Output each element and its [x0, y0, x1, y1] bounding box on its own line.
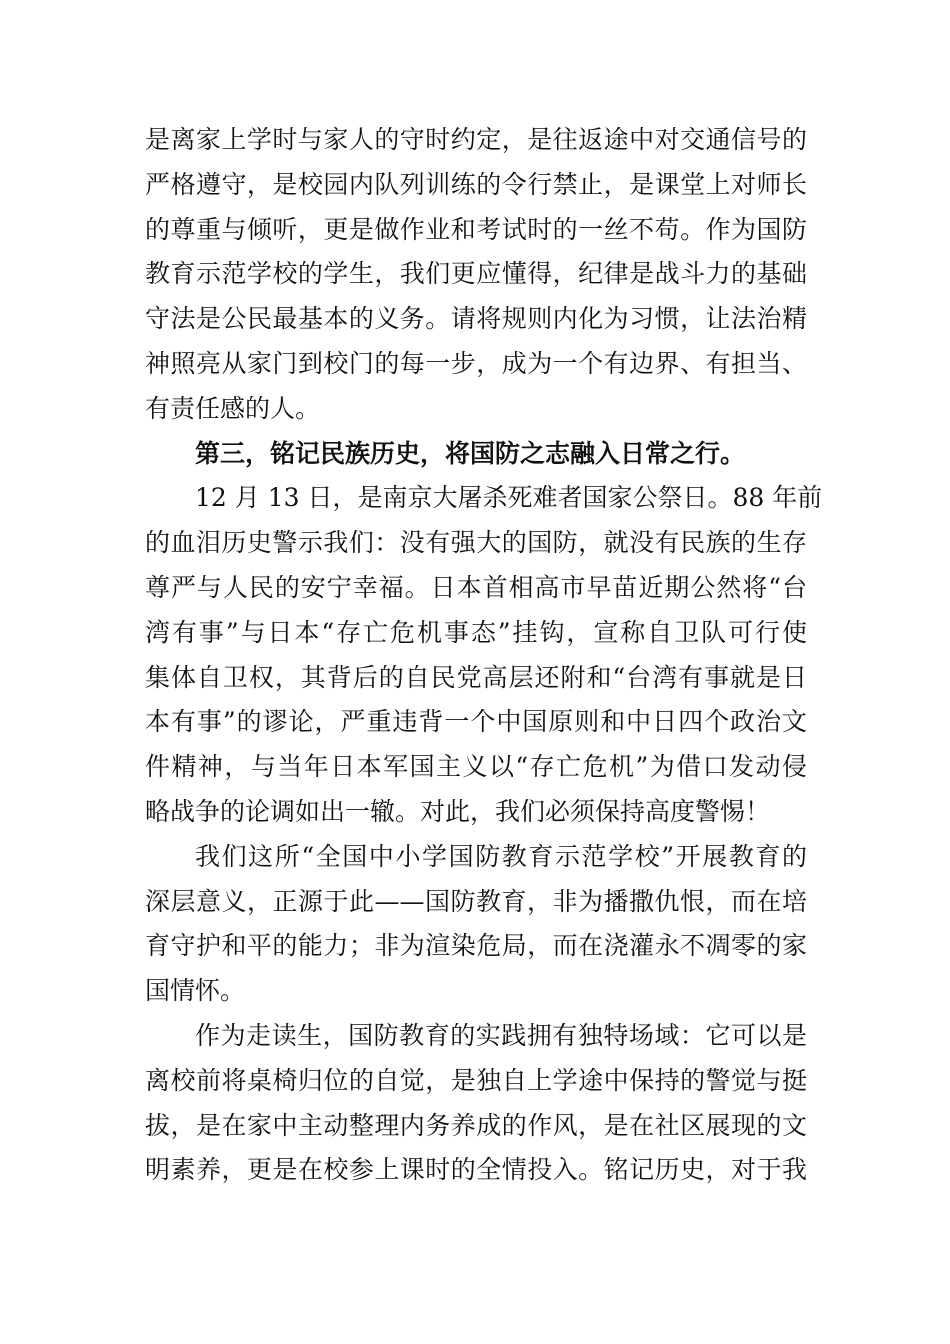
text-line: 12 月 13 日，是南京大屠杀死难者国家公祭日。88 年前 — [195, 483, 823, 513]
text-line: 是离家上学时与家人的守时约定，是往返途中对交通信号的 — [145, 125, 807, 154]
text-line: 湾有事”与日本“存亡危机事态”挂钩，宣称自卫队可行使 — [145, 617, 807, 647]
text-line: 拔，是在家中主动整理内务养成的作风，是在社区展现的文 — [145, 1110, 807, 1140]
paragraph — [145, 118, 807, 432]
text-line: 的尊重与倾听，更是做作业和考试时的一丝不苟。作为国防 — [145, 214, 807, 244]
text-line: 严格遵守，是校园内队列训练的令行禁止，是课堂上对师长 — [145, 169, 807, 199]
document-page — [145, 118, 823, 1193]
paragraph — [145, 1014, 807, 1193]
section-heading — [145, 432, 807, 477]
paragraph — [145, 835, 807, 1014]
text-line: 作为走读生，国防教育的实践拥有独特场域：它可以是 — [195, 1020, 807, 1050]
text-line: 的血泪历史警示我们：没有强大的国防，就没有民族的生存 — [145, 528, 807, 558]
text-line: 守法是公民最基本的义务。请将规则内化为习惯，让法治精 — [145, 304, 807, 334]
text-line: 教育示范学校的学生，我们更应懂得，纪律是战斗力的基础 — [145, 259, 807, 289]
text-line: 神照亮从家门到校门的每一步，成为一个有边界、有担当、 — [145, 348, 807, 378]
text-line: 深层意义，正源于此——国防教育，非为播撒仇恨，而在培 — [145, 886, 807, 916]
text-line: 育守护和平的能力；非为渲染危局，而在浇灌永不凋零的家 — [145, 931, 807, 961]
text-line: 尊严与人民的安宁幸福。日本首相高市早苗近期公然将“台 — [145, 572, 807, 602]
text-line: 略战争的论调如出一辙。对此，我们必须保持高度警惕！ — [145, 796, 771, 826]
text-line: 离校前将桌椅归位的自觉，是独自上学途中保持的警觉与挺 — [145, 1065, 807, 1095]
text-line: 集体自卫权，其背后的自民党高层还附和“台湾有事就是日 — [145, 662, 807, 692]
text-line: 我们这所“全国中小学国防教育示范学校”开展教育的 — [195, 841, 807, 871]
text-line: 件精神，与当年日本军国主义以“存亡危机”为借口发动侵 — [145, 752, 807, 782]
text-line: 明素养，更是在校参上课时的全情投入。铭记历史，对于我 — [145, 1155, 807, 1185]
text-line: 国情怀。 — [145, 976, 246, 1006]
text-line: 本有事”的谬论，严重违背一个中国原则和中日四个政治文 — [145, 707, 807, 737]
text-line: 有责任感的人。 — [145, 393, 321, 423]
text-line: 第三，铭记民族历史，将国防之志融入日常之行。 — [195, 438, 746, 468]
paragraph — [145, 476, 823, 834]
